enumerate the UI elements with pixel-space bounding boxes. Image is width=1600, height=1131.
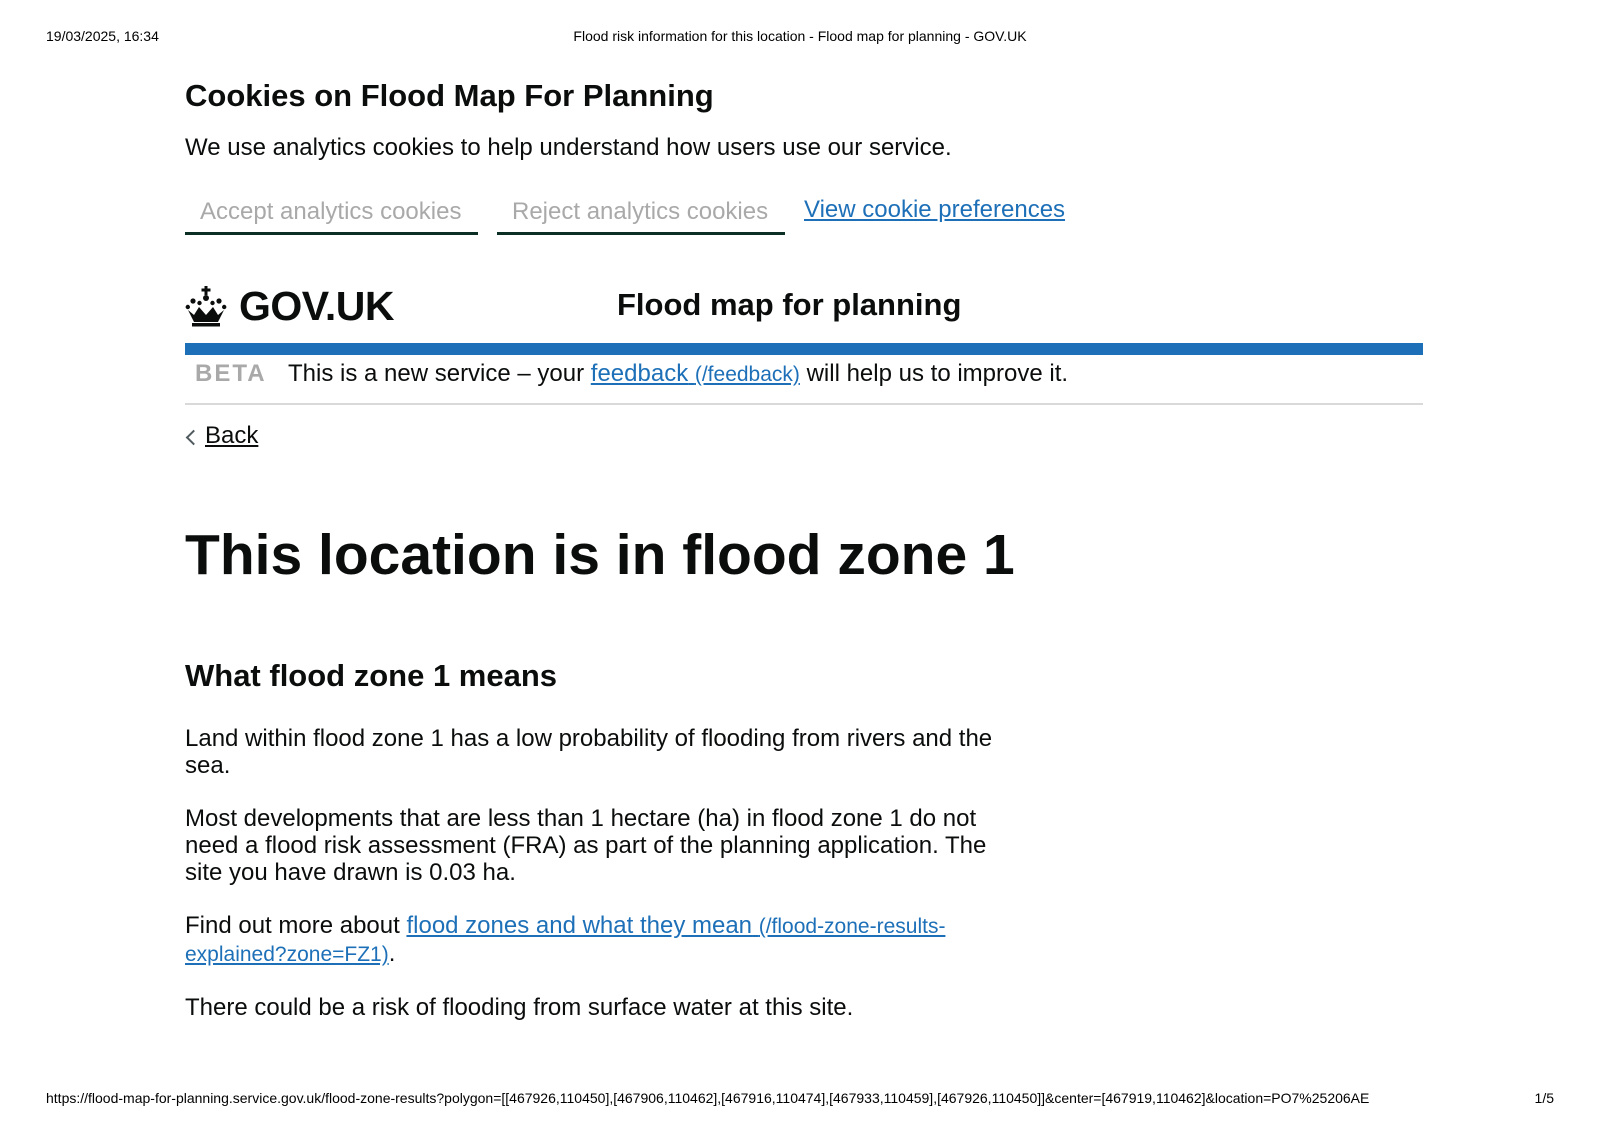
header-accent-bar xyxy=(185,343,1423,355)
fra-requirement-text: Most developments that are less than 1 hectare (ha) in flood zone 1 do not need a flood risk assessment (FRA) as part of the planning application. The site you have drawn is 0.03 ha. xyxy=(185,805,987,886)
gov-uk-logo[interactable]: GOV.UK xyxy=(239,283,394,329)
flood-zone-description: Land within flood zone 1 has a low probability of flooding from rivers and the sea. xyxy=(185,725,993,779)
beta-tag: BETA xyxy=(195,360,267,387)
chevron-left-icon xyxy=(186,430,202,446)
print-page-number: 1/5 xyxy=(1534,1090,1554,1106)
cookie-banner xyxy=(185,76,1423,239)
feedback-link-href: (/feedback) xyxy=(694,363,800,386)
print-page-title: Flood risk information for this location - Flood map for planning - GOV.UK xyxy=(573,28,1027,44)
phase-text-after: will help us to improve it. xyxy=(799,360,1069,387)
section-heading: What flood zone 1 means xyxy=(185,658,558,693)
print-header xyxy=(46,28,1554,46)
cookie-banner-title: Cookies on Flood Map For Planning xyxy=(185,78,714,113)
crown-icon[interactable] xyxy=(185,285,227,327)
cookie-banner-text: We use analytics cookies to help understand how users use our service. xyxy=(185,134,952,161)
reject-cookies-button[interactable]: Reject analytics cookies xyxy=(497,191,785,235)
page-content xyxy=(185,76,1423,1021)
back-link-label: Back xyxy=(205,422,259,449)
page-title: This location is in flood zone 1 xyxy=(185,523,1015,587)
find-out-more-text xyxy=(185,912,1005,968)
view-cookie-preferences-link[interactable]: View cookie preferences xyxy=(804,196,1066,223)
find-out-more-before: Find out more about xyxy=(185,912,407,939)
feedback-link-label: feedback xyxy=(590,360,689,387)
accept-cookies-button[interactable]: Accept analytics cookies xyxy=(185,191,478,235)
back-link[interactable] xyxy=(185,421,258,451)
service-name[interactable]: Flood map for planning xyxy=(617,287,962,322)
cookie-actions xyxy=(185,191,1423,239)
print-datetime: 19/03/2025, 16:34 xyxy=(46,28,159,44)
phase-banner xyxy=(185,355,1423,405)
phase-banner-text xyxy=(288,359,1068,390)
flood-zones-link-href: (/flood-zone-results-explained?zone=FZ1) xyxy=(185,915,946,966)
phase-text-before: This is a new service – your xyxy=(288,360,591,387)
print-url: https://flood-map-for-planning.service.gov.uk/flood-zone-results?polygon=[[467926,110450],[467906,110462],[467916,110474],[467933,110459],[467926,110450]]&center=[467919,110462]&location=PO7%25206AE xyxy=(46,1090,1370,1106)
find-out-more-after: . xyxy=(388,940,396,967)
flood-zones-link-label: flood zones and what they mean xyxy=(406,912,753,939)
print-footer xyxy=(46,1090,1554,1108)
feedback-link[interactable] xyxy=(591,360,800,387)
site-header xyxy=(185,285,1423,341)
surface-water-risk-text: There could be a risk of flooding from surface water at this site. xyxy=(185,994,854,1021)
